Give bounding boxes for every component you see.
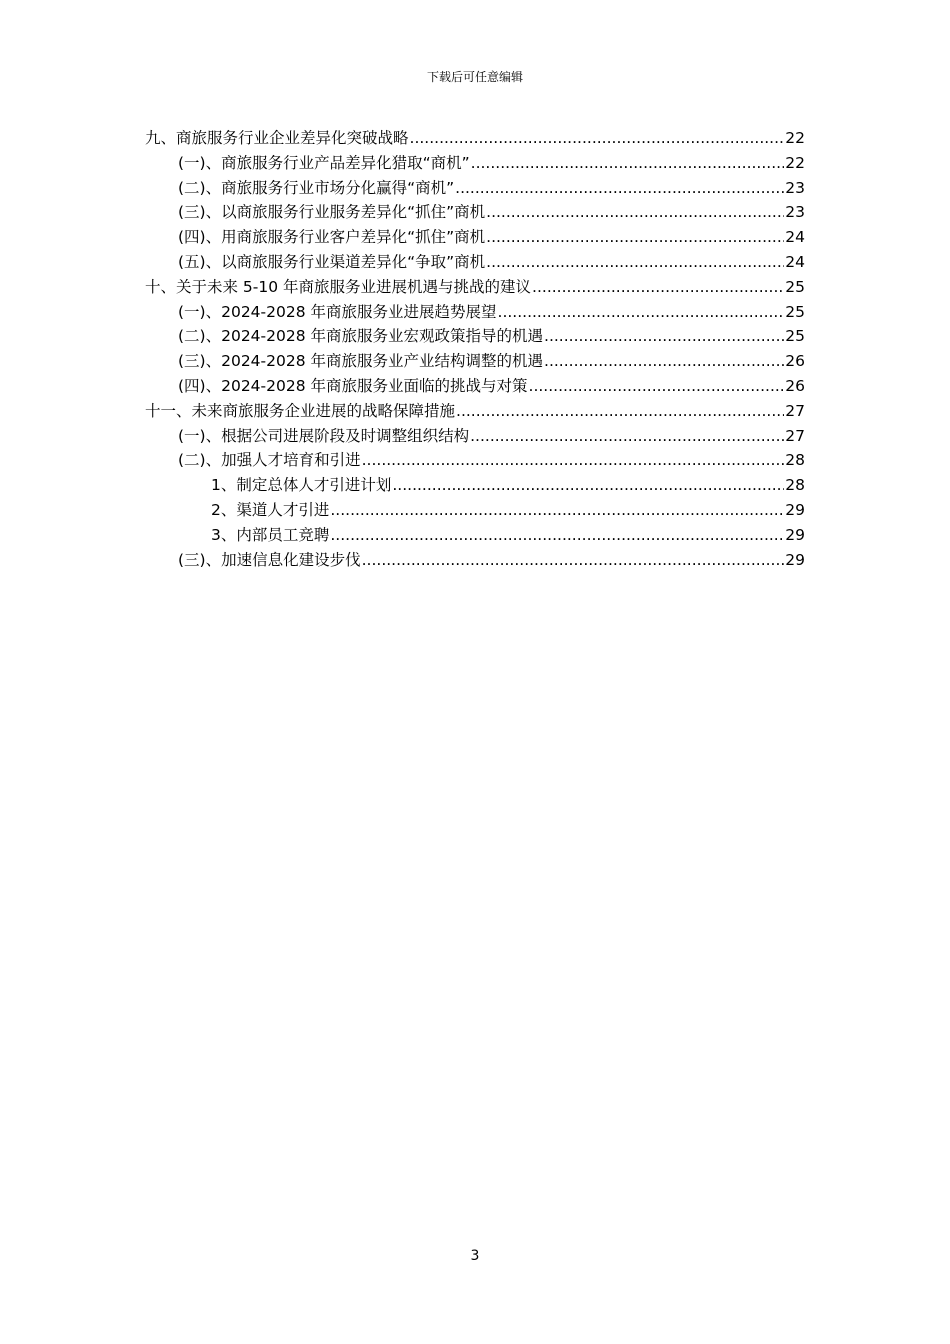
toc-entry[interactable] [145,424,805,449]
toc-entry-page: 23 [785,203,805,222]
toc-leader-dots [486,225,784,250]
toc-leader-dots [544,349,784,374]
toc-entry[interactable] [145,548,805,573]
toc-entry-page: 24 [785,228,805,247]
toc-entry[interactable] [145,374,805,399]
toc-entry[interactable] [145,523,805,548]
toc-entry-title: (一)、2024-2028 年商旅服务业进展趋势展望 [178,302,497,321]
toc-entry-title: (三)、2024-2028 年商旅服务业产业结构调整的机遇 [178,352,544,371]
toc-entry-title: (四)、2024-2028 年商旅服务业面临的挑战与对策 [178,376,528,395]
toc-entry[interactable] [145,126,805,151]
page-header: 下载后可任意编辑 [426,70,523,84]
table-of-contents [145,126,805,572]
toc-entry-page: 23 [785,178,805,197]
toc-entry[interactable] [145,399,805,424]
toc-entry-page: 27 [785,426,805,445]
toc-entry[interactable] [145,275,805,300]
toc-entry-page: 29 [785,500,805,519]
toc-entry-page: 29 [785,550,805,569]
toc-entry-title: (二)、2024-2028 年商旅服务业宏观政策指导的机遇 [178,327,544,346]
toc-entry-title: 3、内部员工竞聘 [211,525,330,544]
toc-leader-dots [456,399,784,424]
toc-entry-page: 25 [785,302,805,321]
toc-entry-title: 2、渠道人才引进 [211,500,330,519]
toc-entry[interactable] [145,473,805,498]
toc-leader-dots [498,300,785,325]
toc-leader-dots [362,548,785,573]
toc-entry-title: (三)、加速信息化建设步伐 [178,550,361,569]
toc-leader-dots [455,176,784,201]
toc-entry[interactable] [145,498,805,523]
toc-leader-dots [330,498,784,523]
toc-entry[interactable] [145,200,805,225]
toc-entry[interactable] [145,349,805,374]
toc-entry-title: (五)、以商旅服务行业渠道差异化“争取”商机 [178,252,486,271]
toc-entry-title: (四)、用商旅服务行业客户差异化“抓住”商机 [178,228,486,247]
toc-entry-title: (二)、商旅服务行业市场分化赢得“商机” [178,178,455,197]
toc-entry-page: 25 [785,277,805,296]
toc-entry-title: 十、关于未来 5-10 年商旅服务业进展机遇与挑战的建议 [145,277,532,296]
toc-entry-title: (二)、加强人才培育和引进 [178,451,361,470]
toc-leader-dots [362,448,785,473]
toc-leader-dots [410,126,785,151]
toc-entry-page: 22 [785,153,805,172]
toc-leader-dots [470,424,784,449]
toc-entry-page: 22 [785,129,805,147]
toc-entry-title: 十一、未来商旅服务企业进展的战略保障措施 [145,401,456,420]
toc-entry[interactable] [145,324,805,349]
toc-entry-page: 26 [785,352,805,371]
toc-leader-dots [529,374,785,399]
toc-entry[interactable] [145,448,805,473]
toc-entry-page: 27 [785,401,805,420]
toc-entry[interactable] [145,151,805,176]
toc-leader-dots [471,151,785,176]
toc-entry[interactable] [145,225,805,250]
toc-entry[interactable] [145,250,805,275]
toc-entry-title: (一)、根据公司进展阶段及时调整组织结构 [178,426,470,445]
toc-entry-page: 24 [785,252,805,271]
toc-entry-title: 九、商旅服务行业企业差异化突破战略 [145,129,409,147]
toc-entry[interactable] [145,300,805,325]
toc-leader-dots [392,473,784,498]
toc-entry-page: 28 [785,476,805,495]
toc-entry-page: 28 [785,451,805,470]
page-number: 3 [470,1248,480,1264]
toc-entry-title: (一)、商旅服务行业产品差异化猎取“商机” [178,153,470,172]
toc-entry[interactable] [145,176,805,201]
toc-leader-dots [544,324,784,349]
toc-leader-dots [330,523,784,548]
toc-leader-dots [486,200,784,225]
toc-leader-dots [532,275,784,300]
toc-entry-title: (三)、以商旅服务行业服务差异化“抓住”商机 [178,203,486,222]
toc-entry-page: 26 [785,376,805,395]
toc-entry-page: 29 [785,525,805,544]
toc-entry-title: 1、制定总体人才引进计划 [211,476,392,495]
toc-entry-page: 25 [785,327,805,346]
toc-leader-dots [486,250,784,275]
